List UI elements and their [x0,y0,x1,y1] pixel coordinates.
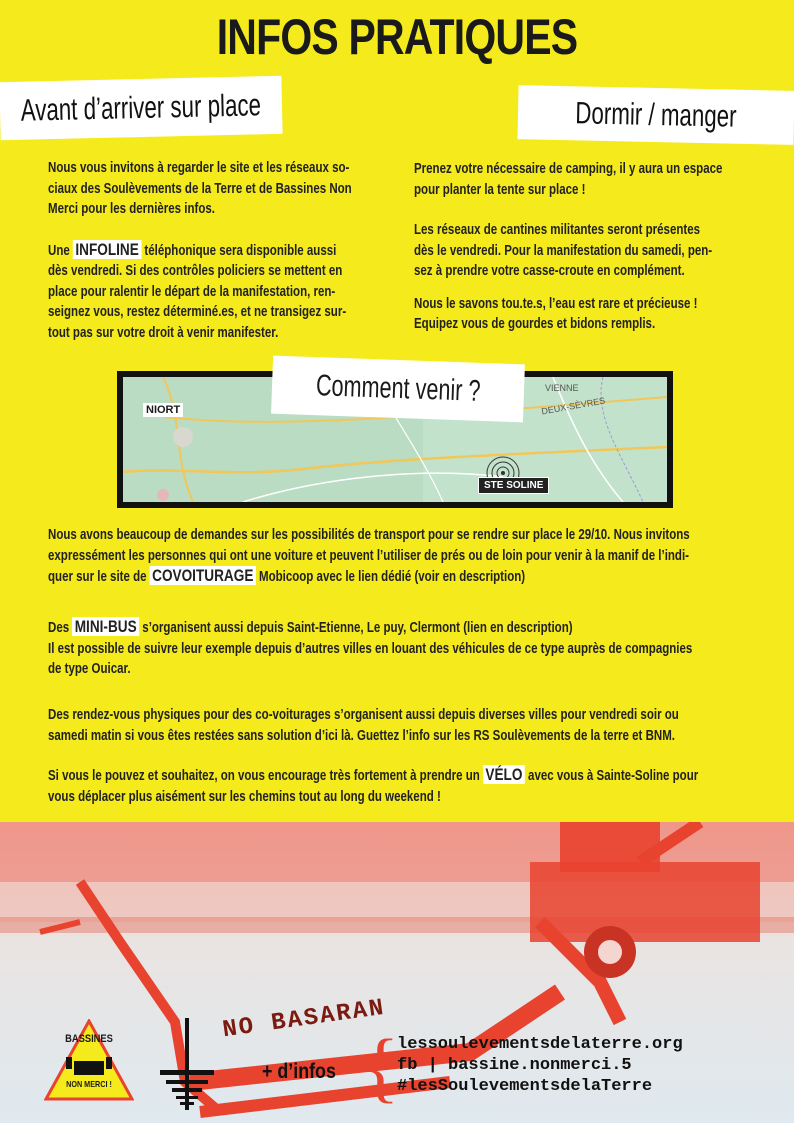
velo-highlight: VÉLO [483,765,525,784]
map-label-vienne: VIENNE [545,383,579,393]
text-line: Il est possible de suivre leur exemple depuis d’autres villes en louant des véhicules de ce type auprès de compagnies [48,640,693,657]
transport-paragraph-meetups [48,705,748,746]
footer-photo [0,822,794,1123]
infoline-highlight: INFOLINE [73,240,141,259]
section-heading-sleep-eat: Dormir / manger [517,85,794,145]
text-line: Si vous le pouvez et souhaitez, on vous encourage très fortement à prendre un VÉLO avec vous à Sainte-Soline pour [48,765,699,784]
text-line: sez à prendre votre casse-croute en complément. [414,263,685,279]
text-line: Nous avons beaucoup de demandes sur les possibilités de transport pour se rendre sur place le 29/10. Nous invitons [48,527,690,543]
soulevements-logo [158,1018,216,1110]
text-line: Equipez vous de gourdes et bidons remplis. [414,316,656,332]
minibus-highlight: MINI-BUS [72,617,139,636]
text-line: Des rendez-vous physiques pour des co-voiturages s’organisent aussi depuis diverses villes pour vendredi soir ou [48,707,679,723]
more-info-label: + d’infos [262,1060,336,1083]
text-line: de type Ouicar. [48,661,131,677]
graffiti-text: NO BASARAN [220,994,388,1045]
transport-paragraph-carpool [48,525,748,588]
text-line: pour planter la tente sur place ! [414,181,586,198]
text-line: Nous le savons tou.te.s, l’eau est rare et précieuse ! [414,295,698,312]
text-line: place pour ralentir le départ de la manifestation, ren- [48,283,336,300]
text-line: vous déplacer plus aisément sur les chemins tout au long du weekend ! [48,788,441,805]
text-line: seignez vous, restez déterminé.es, et ne transigez sur- [48,304,347,320]
soulevements-logo-icon [158,1018,216,1110]
section-heading-how-to-come: Comment venir ? [271,356,525,423]
map-label-ste-soline: STE SOLINE [478,477,549,494]
map-label-niort: NIORT [143,403,183,417]
sleep-eat-text [414,159,748,335]
before-arrival-text [48,158,380,343]
link-facebook[interactable]: fb | bassine.nonmerci.5 [397,1056,632,1075]
text-line: quer sur le site de COVOITURAGE Mobicoop avec le lien dédié (voir en description) [48,566,526,585]
text-line: Une INFOLINE téléphonique sera disponible aussi [48,239,337,259]
text-line: ciaux des Soulèvements de la Terre et de Bassines Non [48,180,352,197]
brace-icon: { [362,1023,400,1110]
text-line: Nous vous invitons à regarder le site et les réseaux so- [48,160,350,176]
page-title: INFOS PRATIQUES [216,9,578,65]
text-line: Les réseaux de cantines militantes seront présentes [414,222,701,238]
covoiturage-highlight: COVOITURAGE [150,566,256,585]
footer-links [397,1034,683,1097]
section-heading-before-arrival: Avant d’arriver sur place [0,76,283,140]
transport-paragraph-minibus [48,617,748,680]
bassines-logo-top-text: BASSINES [65,1033,113,1045]
text-line: Merci pour les dernières infos. [48,201,215,217]
text-line: Des MINI-BUS s’organisent aussi depuis Saint-Etienne, Le puy, Clermont (lien en description) [48,617,573,636]
link-website[interactable]: lessoulevementsdelaterre.org [397,1035,683,1054]
transport-paragraph-bike [48,765,748,807]
text-line: dès le vendredi. Pour la manifestation du samedi, pen- [414,242,713,259]
text-line: expressément les personnes qui ont une voiture et peuvent l’utiliser de prés ou de loin pour venir à la manif de l’indi- [48,547,690,564]
text-line: dès vendredi. Si des contrôles policiers se mettent en [48,263,343,279]
text-line: tout pas sur votre droit à venir manifester. [48,324,279,341]
bassines-logo [44,1019,134,1101]
link-hashtag[interactable]: #lesSoulevementsdelaTerre [397,1077,653,1096]
text-line: Prenez votre nécessaire de camping, il y aura un espace [414,161,723,177]
text-line: samedi matin si vous êtes restées sans solution d’ici là. Guettez l’info sur les RS Soulèvements de la terre et BNM. [48,727,675,744]
map-label-deux-sevres: DEUX-SÈVRES [540,395,606,417]
bassines-logo-bottom-text: NON MERCI ! [66,1079,112,1089]
